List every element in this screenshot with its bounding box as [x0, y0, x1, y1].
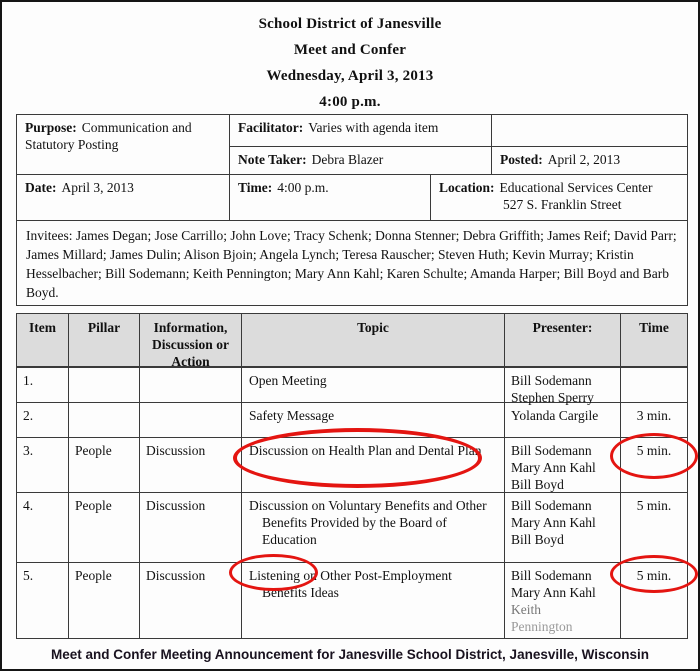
- presenter-cell: [505, 493, 621, 562]
- presenter-cell: [505, 403, 621, 437]
- meeting-info-table: [16, 114, 688, 306]
- item-number: 2.: [17, 403, 69, 437]
- meeting-type: Meet and Confer: [293, 42, 407, 58]
- pillar-cell: People: [69, 438, 140, 492]
- agenda-row-1: [17, 368, 687, 403]
- type-cell: [140, 403, 242, 437]
- date-time-location-row: [17, 175, 687, 221]
- type-cell: Discussion: [140, 493, 242, 562]
- document-title: School District of Janesville: [258, 16, 442, 32]
- note-taker-value: Debra Blazer: [311, 152, 384, 167]
- agenda-header-row: [17, 314, 687, 368]
- invitees-cell: Invitees: James Degan; Jose Carrillo; John Love; Tracy Schenk; Donna Stenner; Debra Griffith; James Reif; David Parr; James Millard; James Dulin; Alison Bjoin; Angela Lynch; Teresa Rauscher; Steven Huth; Kevin Murray; Kristin Hesselbacher; Bill Sodemann; Keith Pennington; Mary Ann Kahl; Karen Schulte; Amanda Harper; Bill Boyd and Barb Boyd.: [26, 228, 677, 300]
- time-cell: [621, 368, 687, 402]
- meeting-date: Wednesday, April 3, 2013: [266, 68, 434, 84]
- empty-cell: [492, 115, 687, 146]
- posted-cell: [492, 147, 687, 174]
- meeting-time: 4:00 p.m.: [319, 94, 381, 110]
- location-label: Location:: [439, 180, 495, 195]
- header-presenter: Presenter:: [505, 314, 621, 366]
- topic-cell: [242, 368, 505, 402]
- document-caption: Meet and Confer Meeting Announcement for Janesville School District, Janesville, Wisconsin: [50, 647, 649, 662]
- presenter-name: Mary Ann Kahl: [511, 460, 596, 475]
- agenda-table: [16, 313, 688, 639]
- time-label: Time:: [238, 180, 273, 195]
- type-cell: Discussion: [140, 438, 242, 492]
- topic-text: Safety Message: [249, 408, 335, 423]
- header-information-discussion-action: Information, Discussion or Action: [140, 314, 242, 366]
- topic-cell: [242, 493, 505, 562]
- note-taker-label: Note Taker:: [238, 152, 307, 167]
- presenter-name: Bill Sodemann: [511, 498, 592, 513]
- topic-cell: [242, 438, 505, 492]
- topic-text: Listening on Other Post-Employment Benefits Ideas: [249, 568, 452, 600]
- topic-cell: [242, 403, 505, 437]
- item-number: 5.: [17, 563, 69, 638]
- location-line1: Educational Services Center: [499, 180, 653, 195]
- date-label: Date:: [25, 180, 57, 195]
- time-cell: [230, 175, 431, 220]
- time-cell: 5 min.: [636, 443, 672, 458]
- agenda-row-5: [17, 563, 687, 638]
- presenter-name: Stephen Sperry: [511, 390, 594, 405]
- type-cell: [140, 368, 242, 402]
- pillar-cell: [69, 368, 140, 402]
- location-cell: [431, 175, 687, 220]
- presenter-name: Mary Ann Kahl: [511, 515, 596, 530]
- item-number: 3.: [17, 438, 69, 492]
- topic-text: Open Meeting: [249, 373, 327, 388]
- date-value: April 3, 2013: [61, 180, 134, 195]
- facilitator-value: Varies with agenda item: [308, 120, 439, 135]
- presenter-name-faded: Keith: [511, 602, 541, 617]
- header-topic: Topic: [242, 314, 505, 366]
- presenter-cell: [505, 438, 621, 492]
- document-header: [2, 11, 698, 115]
- time-cell: 5 min.: [636, 498, 672, 513]
- topic-text: Discussion on Voluntary Benefits and Other Benefits Provided by the Board of Education: [249, 498, 487, 547]
- presenter-name: Bill Sodemann: [511, 568, 592, 583]
- time-value: 4:00 p.m.: [277, 180, 329, 195]
- pillar-cell: People: [69, 563, 140, 638]
- topic-text: Discussion on Health Plan and Dental Plan: [249, 443, 482, 458]
- purpose-value: Communication and Statutory Posting: [25, 120, 192, 152]
- location-line2: 527 S. Franklin Street: [503, 197, 622, 212]
- agenda-row-2: [17, 403, 687, 438]
- presenter-cell: [505, 563, 621, 638]
- info-row-top: [17, 115, 687, 175]
- time-cell: 5 min.: [636, 568, 672, 583]
- item-number: 4.: [17, 493, 69, 562]
- date-cell: [17, 175, 230, 220]
- item-number: 1.: [17, 368, 69, 402]
- facilitator-cell: [230, 115, 492, 146]
- facilitator-label: Facilitator:: [238, 120, 304, 135]
- pillar-cell: People: [69, 493, 140, 562]
- posted-label: Posted:: [500, 152, 543, 167]
- note-taker-cell: [230, 147, 492, 174]
- presenter-name: Yolanda Cargile: [511, 408, 599, 423]
- header-time: Time: [639, 320, 669, 335]
- pillar-cell: [69, 403, 140, 437]
- presenter-name: Bill Boyd: [511, 532, 564, 547]
- purpose-label: Purpose:: [25, 120, 77, 135]
- header-pillar: Pillar: [69, 314, 140, 366]
- facilitator-notetaker-column: [230, 115, 687, 174]
- agenda-row-3: [17, 438, 687, 493]
- agenda-row-4: [17, 493, 687, 563]
- posted-value: April 2, 2013: [547, 152, 621, 167]
- facilitator-row: [230, 115, 687, 147]
- purpose-cell: [17, 115, 230, 174]
- topic-cell: [242, 563, 505, 638]
- presenter-name: Bill Sodemann: [511, 443, 592, 458]
- presenter-name: Mary Ann Kahl: [511, 585, 596, 600]
- time-cell: 3 min.: [636, 408, 672, 423]
- presenter-name: Bill Boyd: [511, 477, 564, 492]
- presenter-name: Bill Sodemann: [511, 373, 592, 388]
- presenter-cell: [505, 368, 621, 405]
- notetaker-row: [230, 147, 687, 174]
- header-item: Item: [17, 314, 69, 366]
- presenter-name-faded: Pennington: [511, 619, 573, 634]
- type-cell: Discussion: [140, 563, 242, 638]
